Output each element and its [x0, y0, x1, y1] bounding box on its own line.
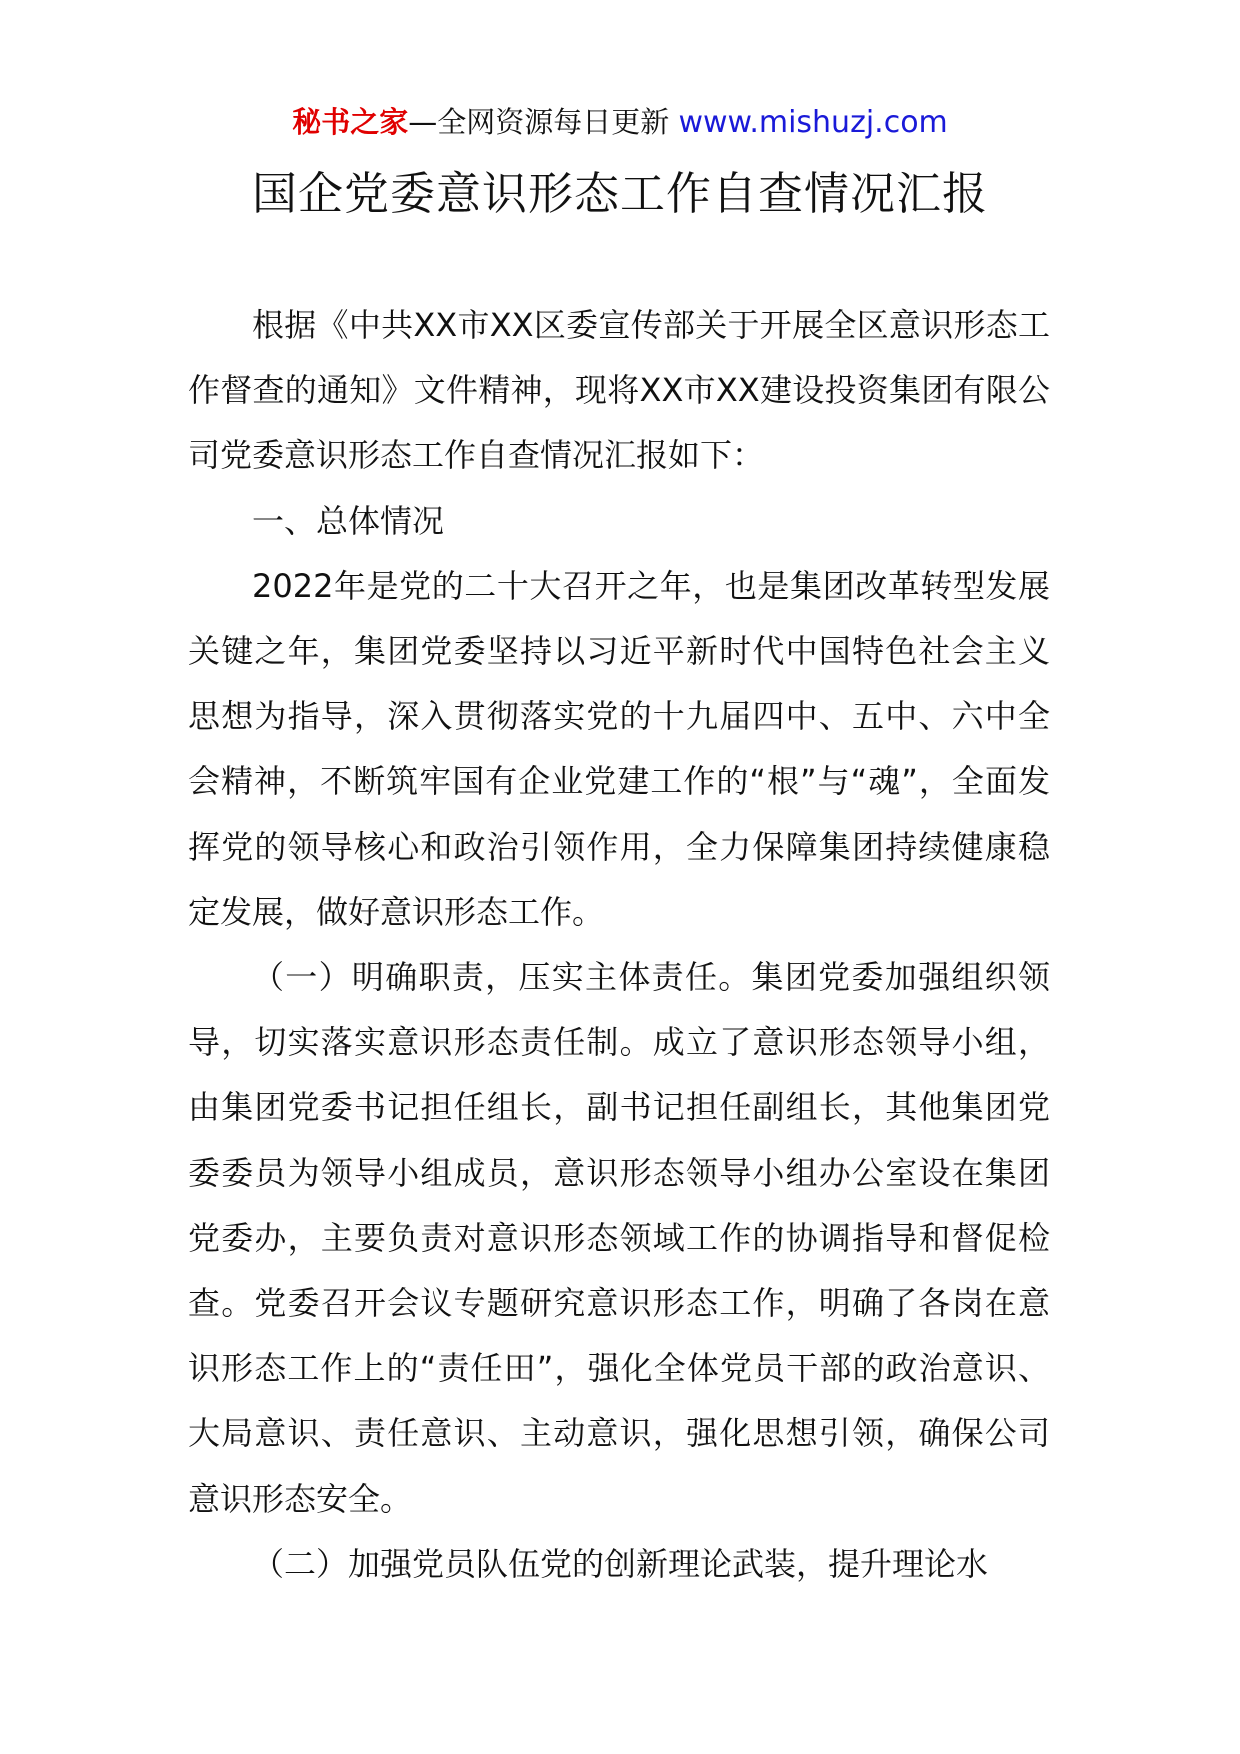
- site-header: [0, 102, 1240, 143]
- document-body: [188, 293, 1050, 1597]
- site-tagline: —全网资源每日更新: [408, 105, 679, 139]
- site-url[interactable]: www.mishuzj.com: [678, 105, 948, 140]
- document-title: 国企党委意识形态工作自查情况汇报: [251, 167, 988, 220]
- site-brand: 秘书之家: [292, 105, 409, 139]
- section-heading: 一、总体情况: [252, 501, 445, 540]
- intro-paragraph: 根据《中共XX市XX区委宣传部关于开展全区意识形态工作督查的通知》文件精神，现将XX市XX建设投资集团有限公司党委意识形态工作自查情况汇报如下：: [188, 306, 1050, 475]
- body-paragraph: （一）明确职责，压实主体责任。集团党委加强组织领导，切实落实意识形态责任制。成立了意识形态领导小组，由集团党委书记担任组长，副书记担任副组长，其他集团党委委员为领导小组成员，意识形态领导小组办公室设在集团党委办，主要负责对意识形态领域工作的协调指导和督促检查。党委召开会议专题研究意识形态工作，明确了各岗在意识形态工作上的“责任田”，强化全体党员干部的政治意识、大局意识、责任意识、主动意识，强化思想引领，确保公司意识形态安全。: [188, 958, 1050, 1518]
- body-paragraph: （二）加强党员队伍党的创新理论武装，提升理论水: [252, 1544, 989, 1583]
- body-paragraph: 2022年是党的二十大召开之年，也是集团改革转型发展关键之年，集团党委坚持以习近平新时代中国特色社会主义思想为指导，深入贯彻落实党的十九届四中、五中、六中全会精神，不断筑牢国有企业党建工作的“根”与“魂”，全面发挥党的领导核心和政治引领作用，全力保障集团持续健康稳定发展，做好意识形态工作。: [188, 566, 1050, 931]
